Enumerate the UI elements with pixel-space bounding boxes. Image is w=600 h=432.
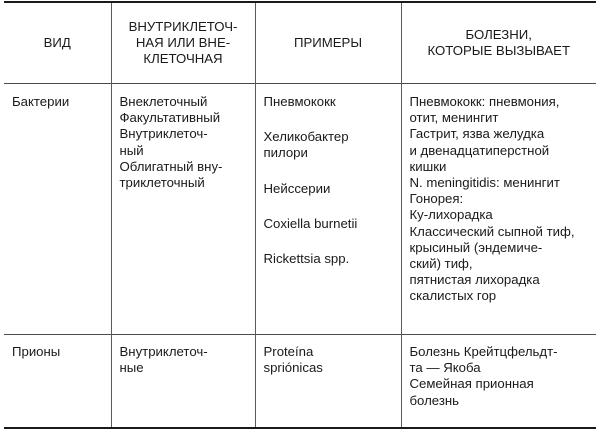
cell-line: Пневмококк: пневмония, xyxy=(409,94,560,109)
cell-diseases xyxy=(401,335,596,429)
table-row-prions xyxy=(4,335,596,429)
cell-examples xyxy=(255,84,401,335)
example-item xyxy=(264,181,401,197)
cell-line: отит, менингит xyxy=(409,110,499,126)
cell-examples xyxy=(255,335,401,429)
cell-line: ные xyxy=(119,360,144,376)
cell-line: та — Якоба xyxy=(409,360,481,376)
cell-line: Нейссерии xyxy=(263,180,331,196)
header-type xyxy=(4,2,111,84)
cell-line: скалистых гор xyxy=(409,288,497,304)
cell-line: Coxiella burnetii xyxy=(263,215,358,231)
cell-line: Хеликобактер xyxy=(263,129,349,145)
cell-type xyxy=(4,84,111,335)
cell-line: триклеточный xyxy=(119,175,205,191)
cell-line: Прионы xyxy=(12,344,61,359)
example-item xyxy=(264,129,401,161)
cell-line: Proteína xyxy=(263,344,314,359)
cell-line: пилори xyxy=(263,145,308,161)
cell-line: Облигатный вну- xyxy=(119,158,223,174)
cell-line: Болезнь Крейтцфельдт- xyxy=(409,344,558,359)
cell-line: Гастрит, язва желудка xyxy=(409,126,545,142)
header-line: БОЛЕЗНИ, xyxy=(465,26,532,42)
header-line: ПРИМЕРЫ xyxy=(293,34,362,50)
cell-diseases xyxy=(401,84,596,335)
cell-line: Гонорея: xyxy=(409,191,464,207)
cell-line: болезнь xyxy=(409,392,460,408)
cell-line: Факультативный xyxy=(119,110,221,126)
cell-line: пятнистая лихорадка xyxy=(409,272,540,288)
cell-line: N. meningitidis: менингит xyxy=(409,175,560,191)
example-item xyxy=(264,94,401,110)
cell-line: Rickettsia spp. xyxy=(263,251,350,267)
cell-line: Внеклеточный xyxy=(119,94,208,109)
cell-location xyxy=(111,335,255,429)
cell-line: ный xyxy=(119,142,144,158)
header-row xyxy=(4,2,596,84)
header-line: КОТОРЫЕ ВЫЗЫВАЕТ xyxy=(427,43,571,58)
header-line: НАЯ ИЛИ ВНЕ- xyxy=(135,34,231,50)
table-row-bacteria xyxy=(4,84,596,335)
header-line: ВНУТРИКЛЕТОЧ- xyxy=(128,18,238,34)
cell-line: Ку-лихорадка xyxy=(409,207,493,223)
cell-line: и двенадцатиперстной xyxy=(409,142,550,158)
cell-location xyxy=(111,84,255,335)
cell-line: Внутриклеточ- xyxy=(119,344,208,359)
header-examples xyxy=(255,2,401,84)
cell-line: крысиный (эндемиче- xyxy=(409,239,543,255)
header-location xyxy=(111,2,255,84)
table-header xyxy=(4,2,596,84)
example-item xyxy=(264,216,401,232)
example-item xyxy=(264,344,401,376)
cell-line: кишки xyxy=(409,158,447,174)
cell-line: Семейная прионная xyxy=(409,376,534,392)
pathogen-table xyxy=(4,1,596,429)
cell-line: Классический сыпной тиф, xyxy=(409,223,575,239)
header-line: КЛЕТОЧНАЯ xyxy=(143,51,223,67)
example-item xyxy=(264,251,401,267)
cell-line: Бактерии xyxy=(12,94,70,109)
cell-line: Внутриклеточ- xyxy=(119,126,208,142)
header-diseases xyxy=(401,2,596,84)
table-body xyxy=(4,84,596,429)
cell-line: spriónicas xyxy=(263,360,323,376)
cell-line: ский) тиф, xyxy=(409,256,473,272)
cell-line: Пневмококк xyxy=(263,94,336,109)
cell-type xyxy=(4,335,111,429)
header-line: ВИД xyxy=(43,34,71,50)
